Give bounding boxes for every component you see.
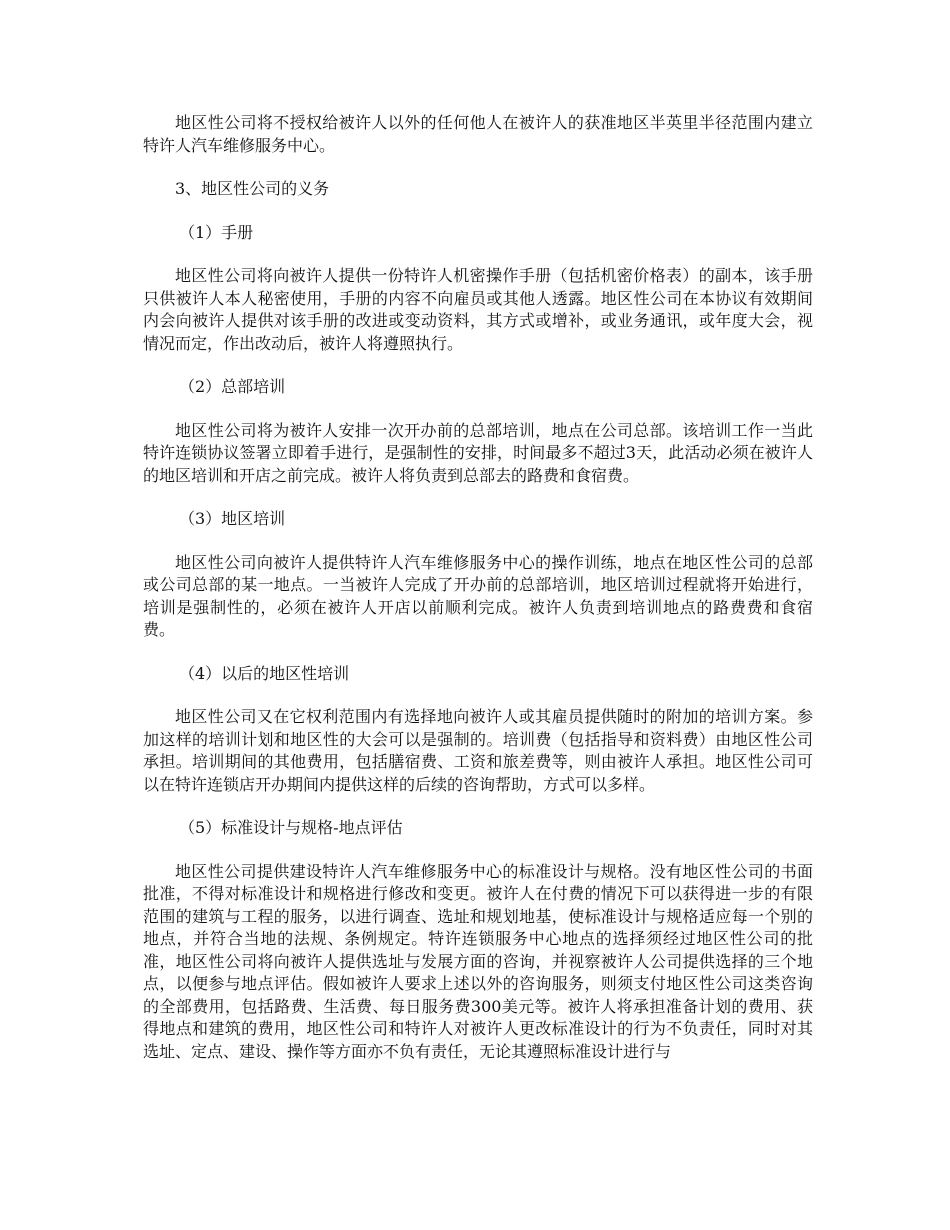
- paragraph-manual: 地区性公司将向被许人提供一份特许人机密操作手册（包括机密价格表）的副本，该手册只供被许人本人秘密使用，手册的内容不向雇员或其他人透露。地区性公司在本协议有效期间内会向被许人提供对该手册的改进或变动资料，其方式或增补，或业务通讯，或年度大会，视情况而定，作出改动后，被许人将遵照执行。: [143, 266, 813, 353]
- paragraph-regional-training: 地区性公司向被许人提供特许人汽车维修服务中心的操作训练，地点在地区性公司的总部或公司总部的某一地点。一当被许人完成了开办前的总部培训，地区培训过程就将开始进行，培训是强制性的，必须在被许人开店以前顺利完成。被许人负责到培训地点的路费费和食宿费。: [143, 552, 813, 639]
- paragraph-design-site: 地区性公司提供建设特许人汽车维修服务中心的标准设计与规格。没有地区性公司的书面批准，不得对标准设计和规格进行修改和变更。被许人在付费的情况下可以获得进一步的有限范围的建筑与工程的服务，以进行调查、选址和规划地基，使标准设计与规格适应每一个别的地点，并符合当地的法规、条例规定。特许连锁服务中心地点的选择须经过地区性公司的批准，地区性公司将向被许人提供选址与发展方面的咨询，并视察被许人公司提供选择的三个地点，以便参与地点评估。假如被许人要求上述以外的咨询服务，则须支付地区性公司这类咨询的全部费用，包括路费、生活费、每日服务费300美元等。被许人将承担准备计划的费用、获得地点和建筑的费用，地区性公司和特许人对被许人更改标准设计的行为不负责任，同时对其选址、定点、建设、操作等方面亦不负有责任，无论其遵照标准设计进行与: [143, 861, 813, 1061]
- paragraph-exclusive-territory: 地区性公司将不授权给被许人以外的任何他人在被许人的获准地区半英里半径范围内建立特许人汽车维修服务中心。: [143, 113, 813, 155]
- subheading-later-training: （4）以后的地区性培训: [179, 663, 350, 683]
- paragraph-hq-training: 地区性公司将为被许人安排一次开办前的总部培训，地点在公司总部。该培训工作一当此特许连锁协议签署立即着手进行，是强制性的安排，时间最多不超过3天，此活动必须在被许人的地区培训和开店之前完成。被许人将负责到总部去的路费和食宿费。: [143, 420, 813, 485]
- paragraph-later-training: 地区性公司又在它权利范围内有选择地向被许人或其雇员提供随时的附加的培训方案。参加这样的培训计划和地区性的大会可以是强制的。培训费（包括指导和资料费）由地区性公司承担。培训期间的其他费用，包括膳宿费、工资和旅差费等，则由被许人承担。地区性公司可以在特许连锁店开办期间内提供这样的后续的咨询帮助，方式可以多样。: [143, 707, 813, 794]
- subheading-regional-training: （3）地区培训: [179, 509, 286, 528]
- section-heading-obligations: 3、地区性公司的义务: [175, 179, 330, 198]
- document-page: [143, 112, 813, 1084]
- subheading-manual: （1）手册: [179, 222, 254, 242]
- subheading-design-site: （5）标准设计与规格-地点评估: [179, 818, 403, 837]
- subheading-hq-training: （2）总部培训: [179, 377, 286, 396]
